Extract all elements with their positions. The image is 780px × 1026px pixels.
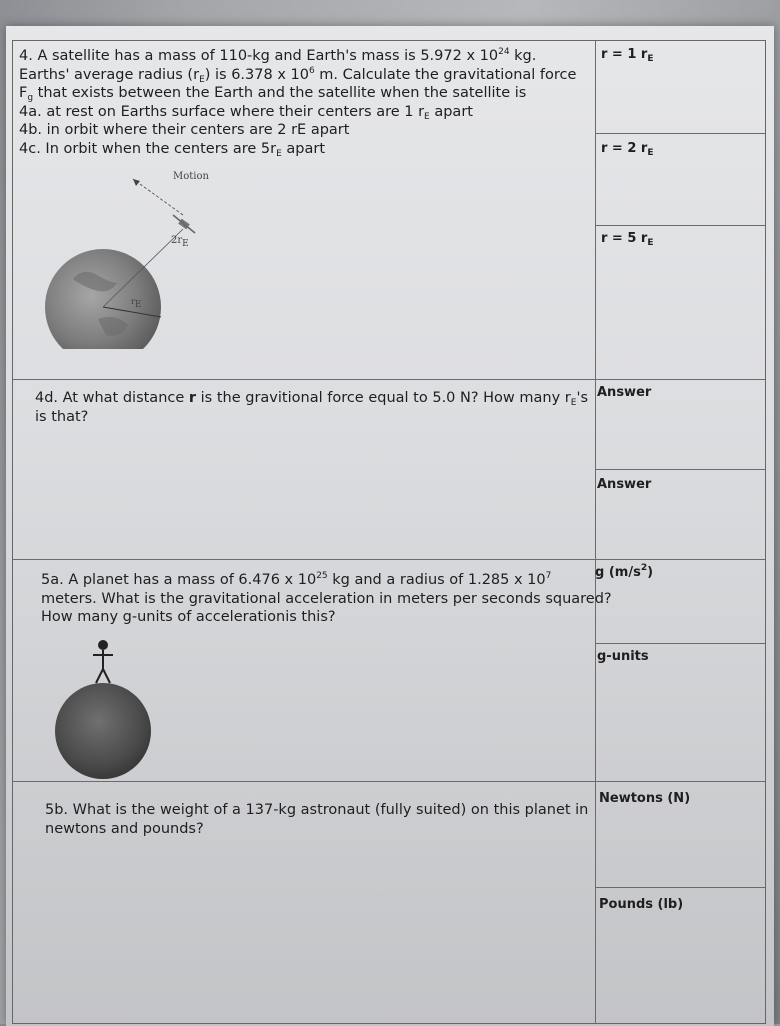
motion-arrow	[133, 179, 183, 215]
answer-label-4d-2: Answer	[597, 477, 652, 492]
question-5b-text: 5b. What is the weight of a 137-kg astronaut (fully suited) on this planet in newtons and pounds?	[45, 802, 589, 837]
earth-globe	[45, 249, 161, 349]
section-divider-4d	[13, 559, 765, 560]
question-4-text: 4. A satellite has a mass of 110-kg and Earth's mass is 5.972 x $10^{24}$ kg. Earths' average radius $(r_E)$ is 6.378 x $10^6$ m. Calculate the gravitational force $F_g$ that exists between the Earth and the satellite when the satellite is 4a. at rest on Earths surface where their centers are 1 $r_E$ apart 4b. in orbit where their centers are 2 rE apart 4c. In orbit when the centers are $5r_E$ apart	[19, 47, 577, 159]
answer-label-4d-1: Answer	[597, 385, 652, 400]
answer-label-r5: r = 5 $r_E$	[601, 231, 654, 248]
planet-figure	[51, 633, 161, 783]
answer-divider-1	[595, 133, 765, 134]
planet-globe	[55, 683, 151, 779]
answer-divider-2	[595, 225, 765, 226]
answer-label-pounds: Pounds (lb)	[599, 897, 684, 912]
column-divider	[595, 41, 596, 1023]
answer-label-g: g $(m/s^2)$	[595, 563, 654, 580]
answer-label-g-units: g-units	[597, 649, 649, 664]
label-re: $r_E$	[131, 297, 142, 310]
section-divider-4	[13, 379, 765, 380]
answer-label-r1: r = 1 $r_E$	[601, 47, 654, 64]
question-5a-text: 5a. A planet has a mass of 6.476 x $10^{25}$ kg and a radius of 1.285 x $10^7$ meters. What is the gravitational acceleration in meters per seconds squared? How many g-units of accelerationis this?	[41, 571, 612, 625]
label-2re: $2r_E$	[171, 235, 189, 249]
worksheet-table	[12, 40, 766, 1024]
astronaut-icon	[93, 640, 113, 683]
satellite-icon	[173, 215, 195, 233]
answer-label-newtons: Newtons (N)	[599, 791, 691, 806]
question-4d-text: 4d. At what distance r is the gravitional force equal to 5.0 N? How many $r_E's$ is that?	[35, 390, 588, 425]
answer-label-r2: r = 2 $r_E$	[601, 141, 654, 158]
earth-orbit-figure	[43, 169, 243, 349]
answer-divider-3	[595, 469, 765, 470]
motion-label: Motion	[173, 171, 209, 182]
answer-divider-5	[595, 887, 765, 888]
answer-divider-4	[595, 643, 765, 644]
